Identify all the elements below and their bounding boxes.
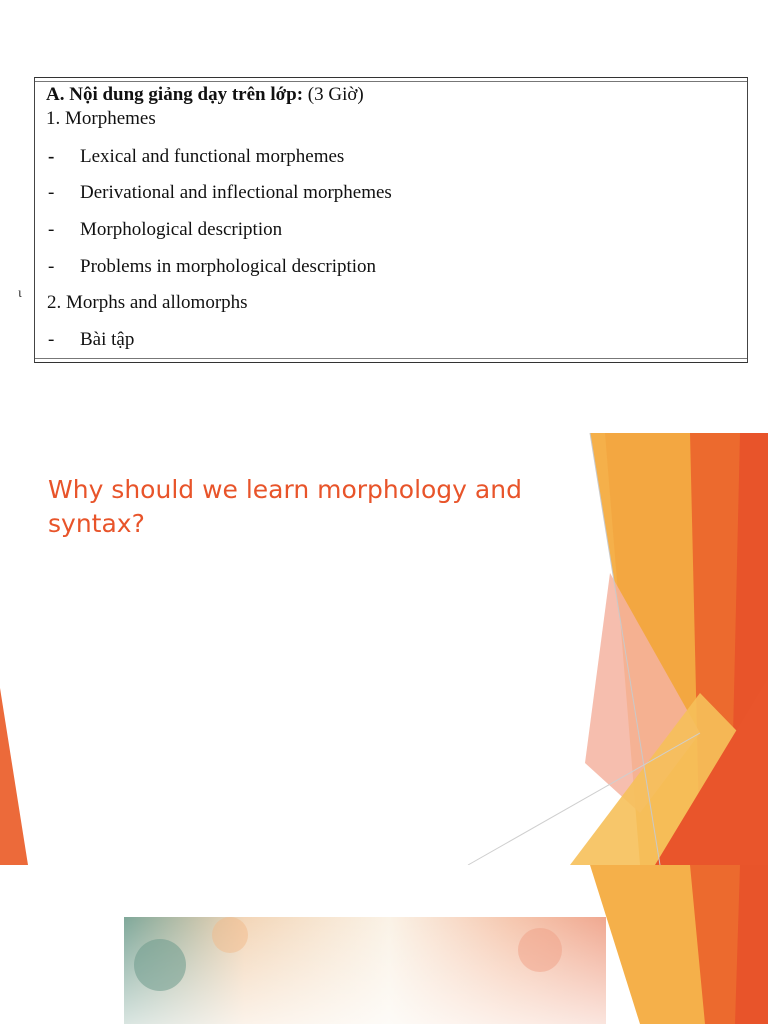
right-panel-red bbox=[735, 865, 768, 1024]
bullet-dash: - bbox=[48, 329, 55, 350]
watercolor-blot bbox=[212, 917, 248, 953]
table-bottom-rule bbox=[35, 358, 747, 359]
outline-heading bbox=[46, 84, 364, 106]
left-accent-triangle bbox=[0, 688, 28, 865]
watercolor-blot bbox=[518, 928, 562, 972]
next-slide bbox=[0, 865, 768, 1024]
bullet-dash: - bbox=[48, 146, 55, 167]
document-page bbox=[0, 0, 768, 400]
list-item: Morphological description bbox=[80, 219, 283, 240]
bullet-dash: - bbox=[48, 182, 55, 203]
lesson-outline-table bbox=[34, 77, 748, 363]
list-item: Lexical and functional morphemes bbox=[80, 146, 345, 167]
section-morphemes: 1. Morphemes bbox=[46, 108, 156, 129]
section-morphs-allomorphs: 2. Morphs and allomorphs bbox=[47, 292, 248, 313]
list-item: Bài tập bbox=[80, 329, 135, 350]
list-item: Derivational and inflectional morphemes bbox=[80, 182, 392, 203]
slide-title: Why should we learn morphology and syntax? bbox=[48, 475, 522, 538]
presentation-slide bbox=[0, 433, 768, 865]
margin-mark: ι bbox=[18, 286, 22, 301]
watercolor-blot bbox=[134, 939, 186, 991]
next-slide-decoration bbox=[0, 865, 768, 1024]
outline-heading-bold: A. Nội dung giảng dạy trên lớp: bbox=[46, 84, 304, 105]
outline-heading-hours: (3 Giờ) bbox=[307, 84, 364, 105]
bullet-dash: - bbox=[48, 256, 55, 277]
bullet-dash: - bbox=[48, 219, 55, 240]
list-item: Problems in morphological description bbox=[80, 256, 377, 277]
